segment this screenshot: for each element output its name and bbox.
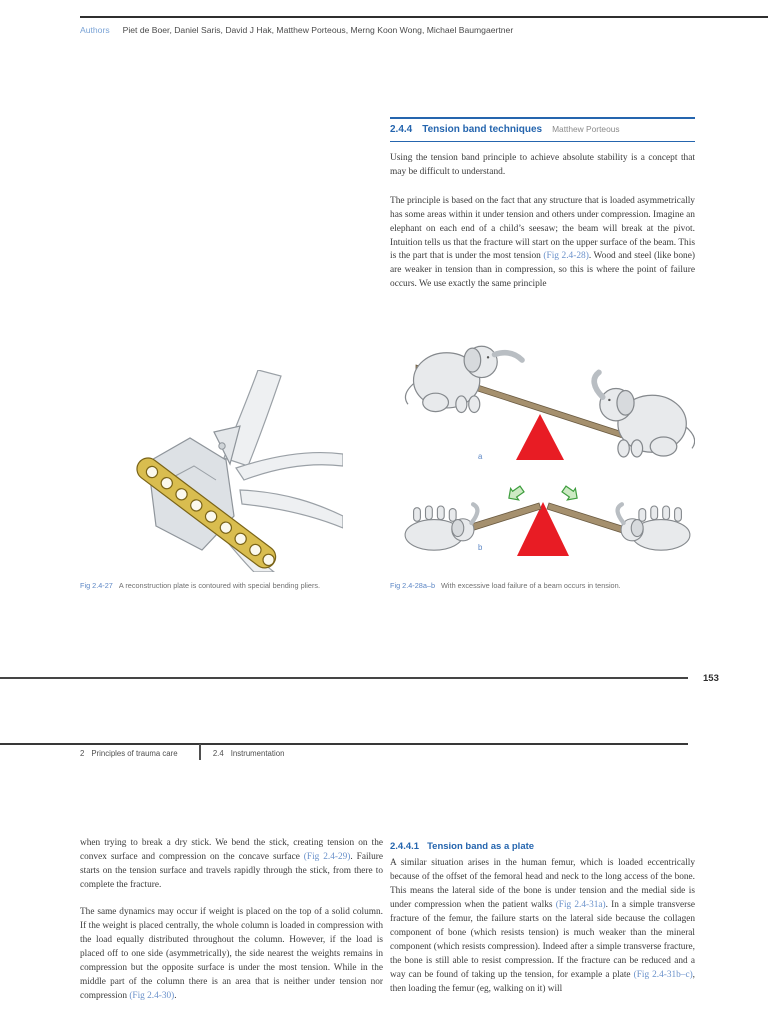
authors-label: Authors [80,25,110,35]
figure-sublabel-b: b [478,543,483,552]
page2-top-rule [0,743,688,745]
footer-rule [0,677,688,679]
stick-paragraph [80,836,383,892]
figure27-caption-label: Fig 2.4-27 [80,581,113,590]
principle-paragraph [390,195,695,292]
figure-seesaw-intact [400,338,695,466]
figure28-caption [390,581,695,591]
page2-right-column [390,840,695,996]
figure-reference-link[interactable]: (Fig 2.4-28) [543,251,589,262]
subsection-heading [390,840,695,853]
section-heading-block [390,117,695,142]
paragraph-text: , then loading the femur (eg, walking on it) will [390,970,695,994]
paragraph-text: The principle is based on the fact that any structure that is loaded asymmetrically has some areas within it under tension and others under compression. Imagine an elephant on each end of a child’s seesaw; the beam will break at the pivot. Intuition tells us that the fracture will start on the upper surface of the beam. This is the part that is under the most tension [390,195,695,262]
femur-paragraph [390,856,695,996]
authors-row [80,25,513,35]
paragraph-text: . Failure starts on the tension surface and travels rapidly through the stick, from there to complete the fracture. [80,852,384,890]
running-section-title: Instrumentation [230,749,285,758]
running-chapter-number: 2 [80,749,85,758]
figure-sublabel-a: a [478,452,483,461]
authors-names: Piet de Boer, Daniel Saris, David J Hak, Matthew Porteous, Merng Koon Wong, Michael Baumgaertner [122,25,514,35]
running-chapter-title: Principles of trauma care [91,749,178,758]
section-author: Matthew Porteous [552,124,620,134]
paragraph-text: A similar situation arises in the human femur, which is loaded eccentrically because of the offset of the femoral head and neck to the long access of the bone. This means the lateral side of the bone is under tension and the medial side is under compression when the patient walks [390,858,695,910]
page1-right-column [390,117,695,302]
paragraph-text: . Wood and steel (like bone) are weaker in tension than in compression, so this is where the point of failure occurs. We use exactly the same principle [390,251,695,290]
figure27-caption-text: A reconstruction plate is contoured with special bending pliers. [118,581,321,590]
figure-reference-link[interactable]: (Fig 2.4-31a) [555,900,606,910]
column-paragraph [80,905,383,1003]
figure27-caption [80,581,382,591]
subsection-number: 2.4.4.1 [390,841,420,852]
figure-reference-link[interactable]: (Fig 2.4-30) [129,991,175,1001]
figure-seesaw-broken [400,476,695,568]
intro-paragraph: Using the tension band principle to achieve absolute stability is a concept that may be difficult to understand. [390,153,695,177]
paragraph-text: . [174,991,177,1001]
paragraph-text: The same dynamics may occur if weight is placed on the top of a solid column. If the weight is placed centrally, the whole column is loaded in compression with the load equally distributed throughout the column. However, if the load is placed off to one side (asymmetrically), the side nearest the weights remains in compression but the opposite surface is under the most tension. While in the middle part of the column there is an area that is neither under tension nor compression [80,907,383,1001]
page-number: 153 [703,673,719,684]
top-rule [80,16,768,18]
section-number: 2.4.4 [390,124,413,135]
figure28-caption-label: Fig 2.4-28a–b [390,581,436,590]
running-header [80,747,284,760]
page2-left-column [80,836,383,1003]
bending-pliers-illustration [118,370,343,572]
paragraph-text: . In a simple transverse fracture of the femur, the failure starts on the lateral side because the collagen component of bone (which resists tension) is much weaker than the mineral component (which resists compression). Indeed after a simple transverse fracture, the bone is still able to resist compression. If the fracture can be reduced and a way can be found of taking up the tension, for example a plate [390,900,695,980]
section-title: Tension band techniques [422,124,543,135]
seesaw-broken-illustration [400,476,695,568]
running-header-divider [199,744,201,760]
running-section-number: 2.4 [212,749,224,758]
paragraph-text: when trying to break a dry stick. We bend the stick, creating tension on the convex surface and compression on the concave surface [80,838,383,862]
seesaw-intact-illustration [400,338,695,466]
figure-reference-link[interactable]: (Fig 2.4-31b–c) [633,970,693,980]
figure28-caption-text: With excessive load failure of a beam occurs in tension. [441,581,621,590]
figure-bending-pliers [118,370,343,572]
figure-reference-link[interactable]: (Fig 2.4-29) [303,852,351,862]
subsection-title: Tension band as a plate [427,841,535,852]
